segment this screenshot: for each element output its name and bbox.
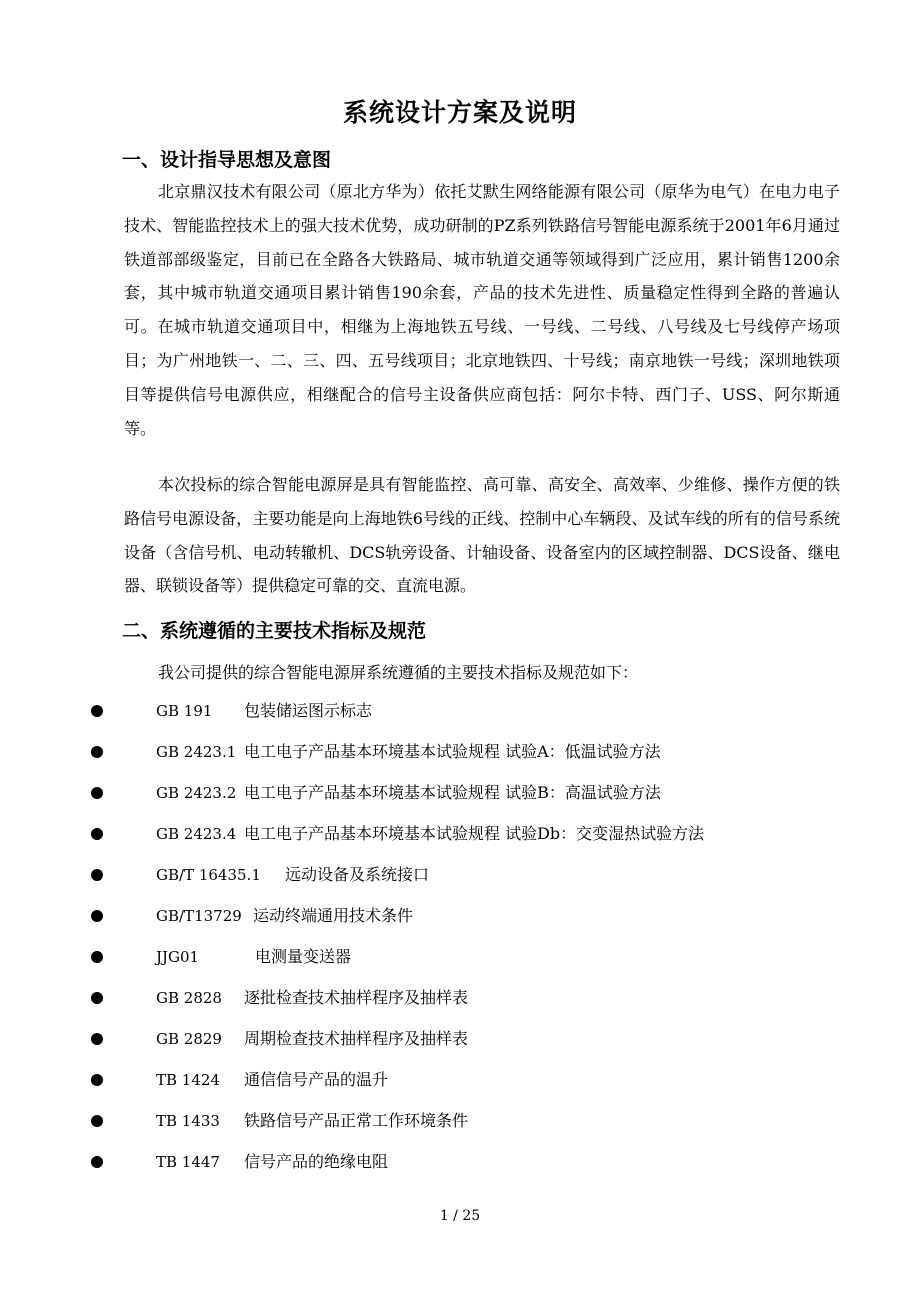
standard-desc: 电工电子产品基本环境基本试验规程 试验B：高温试验方法 — [244, 783, 661, 802]
standard-code: GB 191 — [156, 702, 213, 720]
standard-code: JJG01 — [156, 948, 200, 966]
bullet-icon — [91, 992, 103, 1004]
document-title: 系统设计方案及说明 — [342, 98, 577, 127]
standard-desc: 远动设备及系统接口 — [285, 865, 430, 884]
standard-desc: 通信信号产品的温升 — [244, 1070, 389, 1089]
standard-code: GB 2828 — [156, 989, 222, 1007]
standard-item — [0, 985, 920, 1026]
standard-item — [0, 944, 920, 985]
standard-item — [0, 903, 920, 944]
section1-paragraph1: 北京鼎汉技术有限公司（原北方华为）依托艾默生网络能源有限公司（原华为电气）在电力电子技术、智能监控技术上的强大技术优势，成功研制的PZ系列铁路信号智能电源系统于2001年6月通过铁道部部级鉴定，目前已在全路各大铁路局、城市轨道交通等领域得到广泛应用，累计销售1200余套，其中城市轨道交通项目累计销售190余套，产品的技术先进性、质量稳定性得到全路的普遍认可。在城市轨道交通项目中，相继为上海地铁五号线、一号线、二号线、八号线及七号线停产场项目；为广州地铁一、二、三、四、五号线项目；北京地铁四、十号线；南京地铁一号线；深圳地铁项目等提供信号电源供应，相继配合的信号主设备供应商包括：阿尔卡特、西门子、USS、阿尔斯通等。 — [124, 182, 840, 438]
standard-code: TB 1424 — [156, 1071, 220, 1089]
bullet-icon — [91, 951, 103, 963]
bullet-icon — [91, 869, 103, 881]
bullet-icon — [91, 1156, 103, 1168]
standard-desc: 包装储运图示标志 — [244, 701, 373, 720]
bullet-icon — [91, 1033, 103, 1045]
standard-code: GB 2423.4 — [156, 825, 237, 843]
bullet-icon — [91, 1115, 103, 1127]
standard-code: GB/T13729 — [156, 907, 242, 925]
standard-item — [0, 862, 920, 903]
section2-intro: 我公司提供的综合智能电源屏系统遵循的主要技术指标及规范如下： — [158, 663, 639, 682]
standard-code: GB 2829 — [156, 1030, 222, 1048]
section1-heading: 一、设计指导思想及意图 — [122, 149, 332, 171]
bullet-icon — [91, 705, 103, 717]
page-number: 1 / 25 — [439, 1208, 481, 1224]
standard-code: GB 2423.1 — [156, 743, 237, 761]
standard-desc: 周期检查技术抽样程序及抽样表 — [244, 1029, 469, 1048]
standard-desc: 铁路信号产品正常工作环境条件 — [244, 1111, 469, 1130]
standard-item — [0, 780, 920, 821]
standard-desc: 电工电子产品基本环境基本试验规程 试验A：低温试验方法 — [244, 742, 661, 761]
bullet-icon — [91, 828, 103, 840]
section2-heading: 二、系统遵循的主要技术指标及规范 — [122, 620, 427, 642]
standard-item — [0, 1067, 920, 1108]
bullet-icon — [91, 787, 103, 799]
standard-item — [0, 1026, 920, 1067]
bullet-icon — [91, 746, 103, 758]
standard-item — [0, 698, 920, 739]
bullet-icon — [91, 910, 103, 922]
standard-code: GB/T 16435.1 — [156, 866, 261, 884]
standard-item — [0, 821, 920, 862]
standard-item — [0, 1108, 920, 1149]
standard-desc: 电工电子产品基本环境基本试验规程 试验Db：交变湿热试验方法 — [244, 824, 705, 843]
standard-desc: 逐批检查技术抽样程序及抽样表 — [244, 988, 469, 1007]
standard-desc: 运动终端通用技术条件 — [253, 906, 414, 925]
standard-item — [0, 739, 920, 780]
standards-list — [0, 698, 920, 1190]
standard-desc: 信号产品的绝缘电阻 — [244, 1152, 389, 1171]
section1-paragraph2: 本次投标的综合智能电源屏是具有智能监控、高可靠、高安全、高效率、少维修、操作方便的铁路信号电源设备，主要功能是向上海地铁6号线的正线、控制中心车辆段、及试车线的所有的信号系统设备（含信号机、电动转辙机、DCS轨旁设备、计轴设备、设备室内的区域控制器、DCS设备、继电器、联锁设备等）提供稳定可靠的交、直流电源。 — [124, 475, 840, 596]
bullet-icon — [91, 1074, 103, 1086]
standard-code: TB 1433 — [156, 1112, 220, 1130]
standard-desc: 电测量变送器 — [255, 947, 352, 966]
standard-code: TB 1447 — [156, 1153, 220, 1171]
standard-code: GB 2423.2 — [156, 784, 237, 802]
standard-item — [0, 1149, 920, 1190]
